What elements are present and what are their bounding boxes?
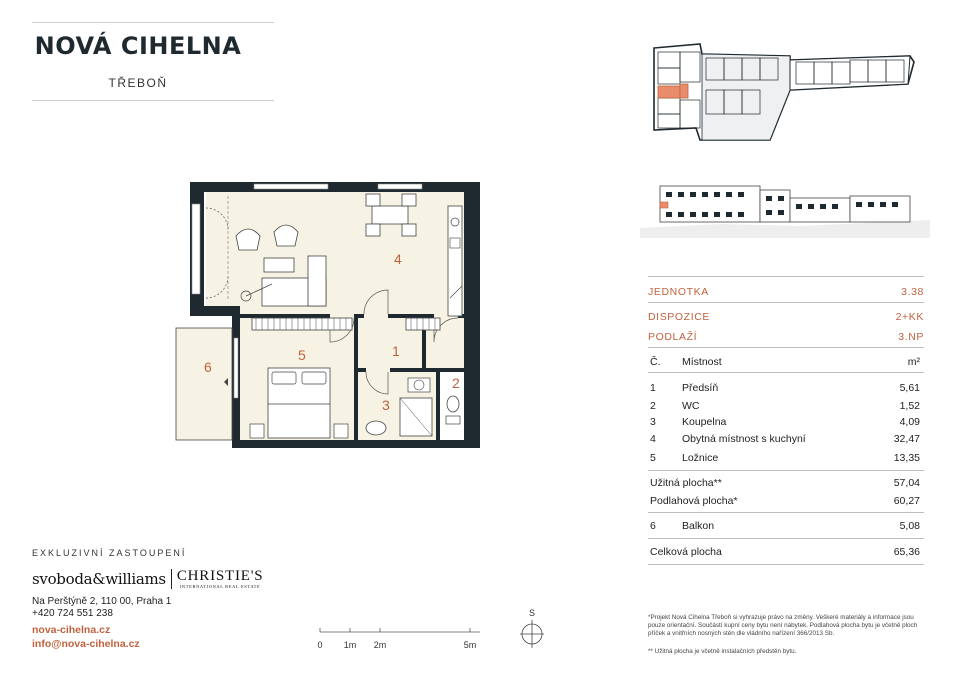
pillow-1 bbox=[272, 372, 296, 384]
row-num: 3 bbox=[650, 416, 656, 428]
nightstand-2 bbox=[334, 424, 348, 438]
uzitna-plocha-label: Užitná plocha** bbox=[650, 477, 722, 489]
row-num: 4 bbox=[650, 433, 656, 445]
sofa-chaise bbox=[308, 256, 326, 306]
balkon-label: Balkon bbox=[682, 520, 715, 532]
celkova-plocha-label: Celková plocha bbox=[650, 546, 722, 558]
unit-podlazi-row bbox=[648, 331, 924, 343]
compass bbox=[518, 608, 546, 648]
project-title: NOVÁ CIHELNA bbox=[34, 32, 242, 60]
room-number-2: 2 bbox=[452, 375, 460, 391]
wardrobe-bedroom bbox=[252, 318, 352, 330]
elevation-block-1 bbox=[660, 186, 760, 222]
unit-dispozice-row bbox=[648, 311, 924, 323]
rule-4 bbox=[648, 470, 924, 471]
balcony-door-living bbox=[192, 204, 200, 294]
chair-4 bbox=[402, 224, 416, 236]
armchair-2 bbox=[274, 225, 298, 246]
unit-podlazi-label: PODLAŽÍ bbox=[648, 331, 698, 343]
room-number-4: 4 bbox=[394, 251, 402, 267]
bath-sink bbox=[366, 421, 386, 435]
wall-bedroom-right bbox=[354, 314, 358, 440]
footnote-second: ** Užitná plocha je včetně instalačních předstěn bytu. bbox=[648, 648, 797, 655]
key-plan bbox=[640, 40, 930, 145]
wall-bath-right bbox=[436, 372, 440, 440]
chair-2 bbox=[402, 194, 416, 206]
agency-address: Na Perštýně 2, 110 00, Praha 1 bbox=[32, 596, 172, 607]
room-living-fill bbox=[206, 192, 464, 316]
agency-logo bbox=[32, 568, 263, 590]
wall-right bbox=[464, 182, 480, 448]
row-name: Předsíň bbox=[682, 382, 719, 394]
uzitna-plocha-value: 57,04 bbox=[893, 477, 920, 489]
wall-top bbox=[190, 182, 480, 192]
kitchen-counter bbox=[448, 206, 462, 316]
chair-3 bbox=[366, 224, 380, 236]
scale-label-2: 2m bbox=[373, 640, 387, 650]
logo-separator bbox=[171, 569, 172, 589]
project-email-link[interactable]: info@nova-cihelna.cz bbox=[32, 638, 140, 650]
dining-table bbox=[372, 206, 408, 224]
armchair-1 bbox=[236, 229, 260, 250]
agency-phone[interactable]: +420 724 551 238 bbox=[32, 608, 113, 619]
project-city: TŘEBOŇ bbox=[108, 76, 168, 90]
room-number-6: 6 bbox=[204, 359, 212, 375]
window-top-1 bbox=[254, 184, 328, 189]
door-gap-bath bbox=[366, 368, 390, 372]
logo-christies-sub: INTERNATIONAL REAL ESTATE bbox=[179, 584, 261, 589]
project-web-link[interactable]: nova-cihelna.cz bbox=[32, 624, 111, 636]
rule-1 bbox=[648, 302, 924, 303]
nightstand-1 bbox=[250, 424, 264, 438]
agency-heading: EXKLUZIVNÍ ZASTOUPENÍ bbox=[32, 548, 187, 558]
unit-jednotka-row bbox=[648, 286, 924, 298]
podlahova-plocha-label: Podlahová plocha* bbox=[650, 495, 738, 507]
highlighted-unit bbox=[658, 86, 680, 98]
room-number-5: 5 bbox=[298, 347, 306, 363]
toilet-tank bbox=[446, 416, 460, 424]
header-name: Místnost bbox=[682, 356, 722, 368]
row-num: 5 bbox=[650, 452, 656, 464]
elevation-block-4 bbox=[850, 196, 910, 222]
scale-label-1: 1m bbox=[343, 640, 357, 650]
building-elevation bbox=[640, 176, 930, 238]
row-area: 5,61 bbox=[899, 382, 920, 394]
footnote-main: *Projekt Nová Cihelna Třeboň si vyhrazuje právo na změny. Veškeré materiály a informace jsou pouze orientační. Součástí kupní ceny bytu není nábytek. Podlahová plocha bytu je včetně ploch příček a vnitřních nosných stěn dle vládního nařízení 366/2013 Sb. bbox=[648, 614, 918, 638]
row-name: Koupelna bbox=[682, 416, 727, 428]
building-wing bbox=[702, 54, 790, 140]
table-top-rule bbox=[648, 276, 924, 277]
door-gap-bedroom bbox=[330, 314, 354, 318]
row-num: 1 bbox=[650, 382, 656, 394]
unit-dispozice-label: DISPOZICE bbox=[648, 311, 710, 323]
row-area: 32,47 bbox=[893, 433, 920, 445]
row-name: Ložnice bbox=[682, 452, 719, 464]
logo-svoboda-williams: svoboda&williams bbox=[32, 570, 166, 588]
elevation-block-2 bbox=[760, 190, 790, 222]
balkon-value: 5,08 bbox=[899, 520, 920, 532]
room-number-3: 3 bbox=[382, 397, 390, 413]
podlahova-plocha-value: 60,27 bbox=[893, 495, 920, 507]
rule-5 bbox=[648, 512, 924, 513]
row-area: 1,52 bbox=[899, 400, 920, 412]
balcony-fill bbox=[176, 328, 232, 440]
celkova-plocha-value: 65,36 bbox=[893, 546, 920, 558]
balcony-door-bedroom bbox=[234, 338, 238, 398]
row-area: 13,35 bbox=[893, 452, 920, 464]
chair-1 bbox=[366, 194, 380, 206]
highlighted-unit-balcony bbox=[680, 84, 688, 98]
compass-label: S bbox=[528, 608, 536, 618]
wall-corner bbox=[190, 306, 240, 316]
rule-3 bbox=[648, 372, 924, 373]
floor-plan bbox=[170, 178, 490, 448]
row-name: WC bbox=[682, 400, 700, 412]
logo-christies-main: CHRISTIE'S bbox=[176, 568, 264, 584]
rule-6 bbox=[648, 538, 924, 539]
terrain bbox=[640, 220, 930, 238]
unit-podlazi-value: 3.NP bbox=[898, 331, 924, 343]
window-top-2 bbox=[378, 184, 422, 189]
unit-jednotka-label: JEDNOTKA bbox=[648, 286, 709, 298]
wall-bottom bbox=[232, 440, 480, 448]
elevation-block-3 bbox=[790, 198, 850, 222]
toilet bbox=[447, 396, 459, 412]
row-name: Obytná místnost s kuchyní bbox=[682, 433, 806, 445]
coffee-table bbox=[264, 258, 294, 272]
scale-label-0: 0 bbox=[317, 640, 323, 650]
unit-dispozice-value: 2+KK bbox=[895, 311, 924, 323]
floor-plan-drawing bbox=[170, 178, 490, 448]
header-rule-bottom bbox=[32, 100, 274, 101]
balkon-num: 6 bbox=[650, 520, 656, 532]
scale-bar bbox=[312, 620, 492, 656]
row-num: 2 bbox=[650, 400, 656, 412]
scale-label-5: 5m bbox=[463, 640, 477, 650]
door-gap-hall bbox=[364, 314, 388, 318]
rule-7 bbox=[648, 564, 924, 565]
pillow-2 bbox=[302, 372, 326, 384]
rule-2 bbox=[648, 347, 924, 348]
row-area: 4,09 bbox=[899, 416, 920, 428]
header-rule-top bbox=[32, 22, 274, 23]
logo-christies bbox=[177, 569, 264, 589]
unit-jednotka-value: 3.38 bbox=[901, 286, 924, 298]
header-area: m² bbox=[907, 356, 920, 368]
room-number-1: 1 bbox=[392, 343, 400, 359]
elevation-highlighted-unit bbox=[660, 202, 668, 208]
header-num: Č. bbox=[650, 356, 661, 368]
